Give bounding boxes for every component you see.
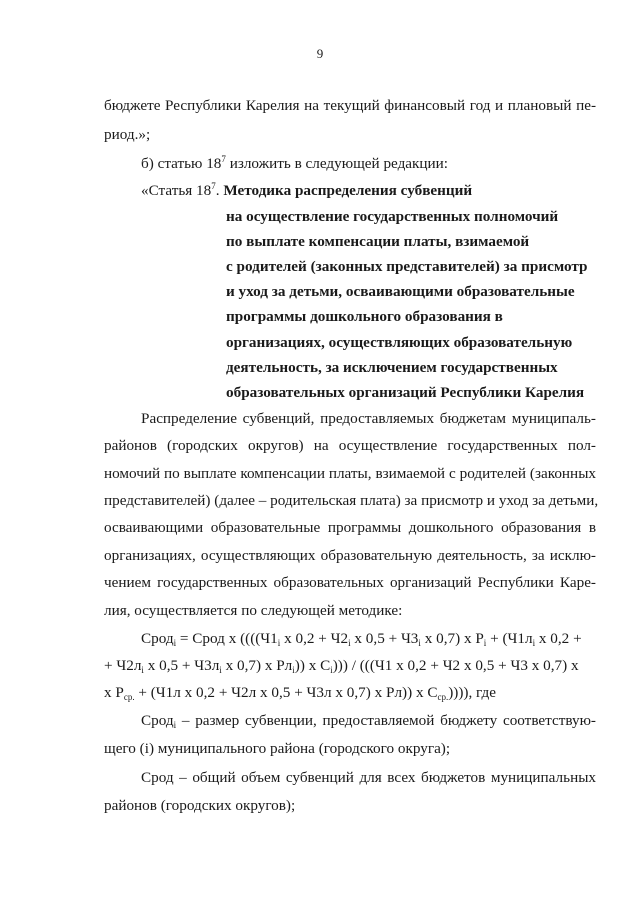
formula-line: х $Р_{ср.} + (Ч1л$ х 0,2 + Ч2л х 0,5 + Ч3л х 0,7) х Рл)) х $С_{ср.}$)))), где [104,684,496,702]
superscript: 7 [221,154,226,164]
article-title: организациях, осуществляющих образовательную [226,334,573,351]
text-line: лия, осуществляется по следующей методике: [104,602,403,619]
definition-line: Срод – общий объем субвенций для всех бюджетов муниципальных [141,769,596,786]
text-line: Распределение субвенций, предоставляемых бюджетам муниципаль- [141,410,596,427]
article-title: на осуществление государственных полномочий [226,208,559,225]
text-line: осваивающими образовательные программы дошкольного образования в [104,519,596,536]
formula-line: Срод$_i$ = Срод х (((($Ч1_i$ х $0,2 + Ч2_i$ х $0,5 + Ч3_i$ х 0,7) х $Р_i + (Ч1л_i$ х 0,2 + [141,630,582,648]
article-title: Методика распределения субвенций [223,182,473,199]
text-span: . [215,182,224,199]
subscript: i [173,720,177,730]
page-number: 9 [316,46,324,61]
text-line: чением государственных образовательных организаций Республики Каре- [104,574,596,591]
text-line: организациях, осуществляющих образовательную деятельность, за исклю- [104,547,596,564]
text-line: номочий по выплате компенсации платы, взимаемой с родителей (законных [104,465,596,482]
text-line: представителей) (далее – родительская плата) за присмотр и уход за детьми, [104,492,599,509]
article-title: и уход за детьми, осваивающими образовательные [226,283,575,300]
text-line: риод.»; [104,126,151,143]
superscript: 7 [211,181,216,191]
formula-line: + $Ч2л_i$ х $0,5 + Ч3л_i$ х 0,7) х $Рл_i$)) х $С_i))) / (((Ч1$ х 0,2 + Ч2 х 0,5 + Ч3 х 0,7) х [104,657,579,675]
article-title: образовательных организаций Республики Карелия [226,384,585,401]
definition-line [141,712,596,730]
text-span: «Статья 18 [141,182,212,199]
text-span: Срод [141,712,174,729]
article-title: программы дошкольного образования в [226,308,503,325]
text-span: – размер субвенции, предоставляемой бюджету соответствую- [176,712,596,729]
definition-line: районов (городских округов); [104,797,296,814]
article-title: с родителей (законных представителей) за присмотр [226,258,588,275]
article-heading [141,182,472,200]
definition-line: щего (i) муниципального района (городского округа); [104,740,451,757]
text-line: бюджете Республики Карелия на текущий финансовый год и плановый пе- [104,97,596,114]
article-title: деятельность, за исключением государственных [226,359,558,376]
text-line [141,155,448,173]
text-span: б) статью 18 [141,155,222,172]
text-line: районов (городских округов) на осуществление государственных пол- [104,437,596,454]
article-title: по выплате компенсации платы, взимаемой [226,233,530,250]
text-span: изложить в следующей редакции: [225,155,449,172]
